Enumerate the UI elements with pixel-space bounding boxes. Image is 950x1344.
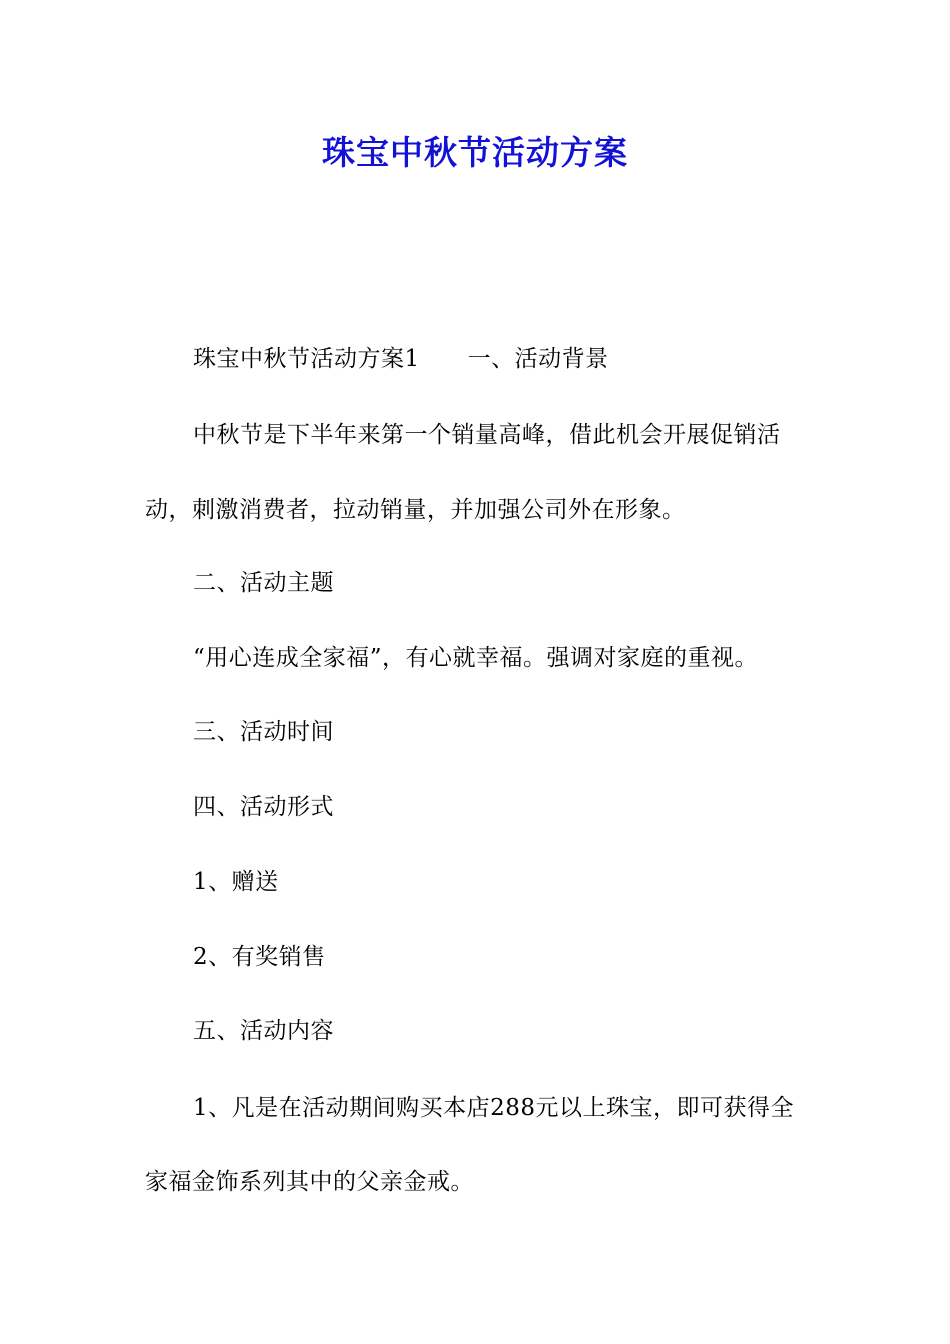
- section-heading-line: [193, 343, 609, 375]
- section-heading-theme: 二、活动主题: [193, 570, 334, 596]
- paragraph-line: 1、凡是在活动期间购买本店288元以上珠宝，即可获得全: [193, 1095, 795, 1121]
- paragraph-line: 家福金饰系列其中的父亲金戒。: [145, 1169, 474, 1195]
- list-item: 1、赠送: [193, 869, 279, 895]
- paragraph-line: 中秋节是下半年来第一个销量高峰，借此机会开展促销活: [193, 422, 781, 448]
- list-item: 2、有奖销售: [193, 944, 326, 970]
- document-title: 珠宝中秋节活动方案: [322, 133, 628, 172]
- paragraph-line: 动，刺激消费者，拉动销量，并加强公司外在形象。: [145, 497, 686, 523]
- paragraph-line: “用心连成全家福”，有心就幸福。强调对家庭的重视。: [193, 645, 759, 671]
- section-heading-content: 五、活动内容: [193, 1018, 334, 1044]
- section-heading-background: 一、活动背景: [467, 346, 609, 372]
- section-heading-time: 三、活动时间: [193, 719, 334, 745]
- section-heading-form: 四、活动形式: [193, 794, 334, 820]
- plan-heading: 珠宝中秋节活动方案1: [193, 346, 420, 372]
